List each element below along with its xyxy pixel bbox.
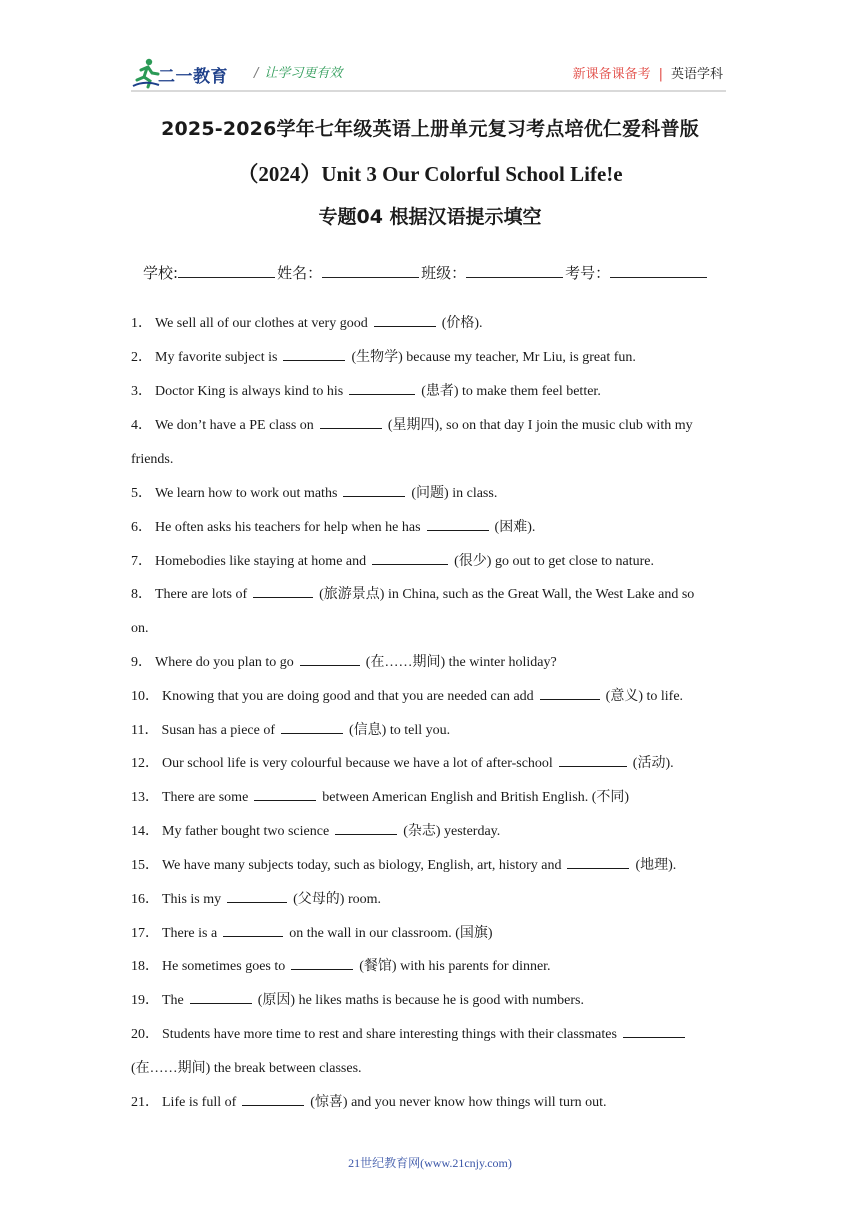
question-number: 6． [131, 520, 152, 535]
logo-text: 二一教育 [158, 67, 228, 87]
question-number: 10． [131, 689, 159, 704]
question-item [131, 545, 731, 579]
answer-blank[interactable] [623, 1025, 685, 1038]
question-item [131, 409, 731, 477]
question-text-before: Where do you plan to go [155, 655, 294, 670]
question-text-continued: (在……期间) the break between classes. [131, 1061, 362, 1076]
question-number: 1． [131, 316, 152, 331]
question-item [131, 375, 731, 409]
question-text-before: He often asks his teachers for help when he has [155, 520, 421, 535]
answer-blank[interactable] [567, 856, 629, 869]
question-text-continued: friends. [131, 452, 174, 467]
question-number: 18． [131, 959, 159, 974]
header-right-label: 新课备课备考 [572, 67, 651, 82]
answer-blank[interactable] [242, 1093, 304, 1106]
name-label: 姓名： [277, 264, 323, 282]
question-number: 20． [131, 1027, 159, 1042]
question-item [131, 307, 731, 341]
question-number: 3． [131, 384, 152, 399]
answer-blank[interactable] [320, 416, 382, 429]
title-line-3: 专题04 根据汉语提示填空 [318, 206, 542, 228]
question-text-after: (惊喜) and you never know how things will turn out. [310, 1095, 607, 1110]
question-number: 19． [131, 993, 159, 1008]
question-text-continued: on. [131, 621, 149, 636]
answer-blank[interactable] [281, 721, 343, 734]
question-text-after: (地理). [635, 858, 677, 873]
question-item [131, 984, 731, 1018]
question-number: 13． [131, 790, 159, 805]
question-text-before: Homebodies like staying at home and [155, 554, 367, 569]
question-number: 17． [131, 926, 159, 941]
answer-blank[interactable] [283, 348, 345, 361]
answer-blank[interactable] [374, 314, 436, 327]
question-text-after: between American English and British English. (不同) [322, 790, 630, 805]
question-text-before: We don’t have a PE class on [155, 418, 314, 433]
question-item [131, 511, 731, 545]
question-item [131, 950, 731, 984]
answer-blank[interactable] [253, 585, 313, 598]
answer-blank[interactable] [227, 890, 287, 903]
question-number: 4． [131, 418, 152, 433]
question-text-before: Doctor King is always kind to his [155, 384, 344, 399]
question-text-before: My favorite subject is [155, 350, 278, 365]
question-item [131, 747, 731, 781]
question-number: 5． [131, 486, 152, 501]
question-text-after: (父母的) room. [293, 892, 382, 907]
answer-blank[interactable] [559, 754, 627, 767]
question-text-before: We learn how to work out maths [155, 486, 338, 501]
answer-blank[interactable] [427, 518, 489, 531]
exam-no-label: 考号： [565, 264, 611, 282]
question-number: 11． [131, 723, 159, 738]
question-item [131, 477, 731, 511]
question-text-before: My father bought two science [162, 824, 330, 839]
question-number: 21． [131, 1095, 159, 1110]
question-text-after: (很少) go out to get close to nature. [454, 554, 654, 569]
question-item [131, 646, 731, 680]
question-item [131, 883, 731, 917]
school-blank[interactable] [178, 263, 275, 278]
question-text-before: Knowing that you are doing good and that you are needed can add [162, 689, 534, 704]
question-text-before: He sometimes goes to [162, 959, 286, 974]
answer-blank[interactable] [223, 924, 283, 937]
question-text-after: (在……期间) the winter holiday? [365, 655, 557, 670]
question-text-after: (旅游景点) in China, such as the Great Wall, the West Lake and so [319, 587, 695, 602]
school-label: 学校: [143, 264, 179, 282]
question-number: 14． [131, 824, 159, 839]
header-right: 新课备课备考 | 英语学科 [572, 67, 723, 82]
question-number: 7． [131, 554, 152, 569]
question-text-after: (餐馆) with his parents for dinner. [359, 959, 551, 974]
runner-icon [131, 56, 161, 90]
name-blank[interactable] [322, 263, 419, 278]
question-text-before: We sell all of our clothes at very good [155, 316, 368, 331]
question-text-after: (原因) he likes maths is because he is good with numbers. [257, 993, 584, 1008]
answer-blank[interactable] [343, 484, 405, 497]
question-text-before: Our school life is very colourful because we have a lot of after-school [162, 756, 553, 771]
question-text-after: (杂志) yesterday. [403, 824, 501, 839]
answer-blank[interactable] [190, 991, 252, 1004]
title-line-1: 2025-2026学年七年级英语上册单元复习考点培优仁爱科普版 [161, 118, 699, 140]
answer-blank[interactable] [335, 822, 397, 835]
question-text-before: The [162, 993, 184, 1008]
question-text-after: (患者) to make them feel better. [421, 384, 601, 399]
question-text-before: We have many subjects today, such as biology, English, art, history and [162, 858, 562, 873]
question-text-after: (生物学) because my teacher, Mr Liu, is great fun. [351, 350, 636, 365]
question-item [131, 1086, 731, 1120]
class-blank[interactable] [466, 263, 563, 278]
logo [131, 56, 241, 90]
question-text-before: There are some [162, 790, 249, 805]
answer-blank[interactable] [291, 957, 353, 970]
question-text-after: (活动). [632, 756, 674, 771]
question-text-after: (价格). [441, 316, 483, 331]
answer-blank[interactable] [254, 788, 316, 801]
answer-blank[interactable] [300, 653, 360, 666]
answer-blank[interactable] [349, 382, 415, 395]
question-text-before: Susan has a piece of [161, 723, 276, 738]
question-text-after: (星期四), so on that day I join the music club with my [387, 418, 693, 433]
question-item [131, 341, 731, 375]
header-divider [131, 90, 726, 92]
question-number: 2． [131, 350, 152, 365]
question-item [131, 815, 731, 849]
student-info [143, 262, 709, 283]
question-item [131, 578, 731, 646]
question-item [131, 917, 731, 951]
footer: 21世纪教育网(www.21cnjy.com) [348, 1156, 512, 1170]
slogan: / 让学习更有效 [254, 66, 343, 81]
question-item [131, 781, 731, 815]
answer-blank[interactable] [372, 552, 448, 565]
question-item [131, 680, 731, 714]
question-text-before: This is my [162, 892, 222, 907]
question-text-after: (困难). [494, 520, 536, 535]
question-item [131, 849, 731, 883]
question-text-before: Students have more time to rest and share interesting things with their classmates [162, 1027, 617, 1042]
question-item [131, 1018, 731, 1086]
question-number: 16． [131, 892, 159, 907]
question-text-before: There are lots of [155, 587, 248, 602]
slogan-text: 让学习更有效 [264, 66, 343, 81]
exam-no-blank[interactable] [610, 263, 707, 278]
question-text-before: Life is full of [162, 1095, 237, 1110]
answer-blank[interactable] [540, 687, 600, 700]
question-text-before: There is a [162, 926, 218, 941]
question-number: 8． [131, 587, 152, 602]
title-line-2: （2024）Unit 3 Our Colorful School Life!e [237, 162, 623, 186]
page-header [131, 56, 726, 94]
header-subject: 英语学科 [670, 67, 723, 82]
question-text-after: on the wall in our classroom. (国旗) [289, 926, 493, 941]
question-text-after: (问题) in class. [411, 486, 498, 501]
question-item [131, 714, 731, 748]
question-number: 9． [131, 655, 152, 670]
question-text-after: (信息) to tell you. [349, 723, 451, 738]
question-number: 15． [131, 858, 159, 873]
class-label: 班级： [421, 264, 467, 282]
question-text-after: (意义) to life. [605, 689, 684, 704]
question-number: 12． [131, 756, 159, 771]
